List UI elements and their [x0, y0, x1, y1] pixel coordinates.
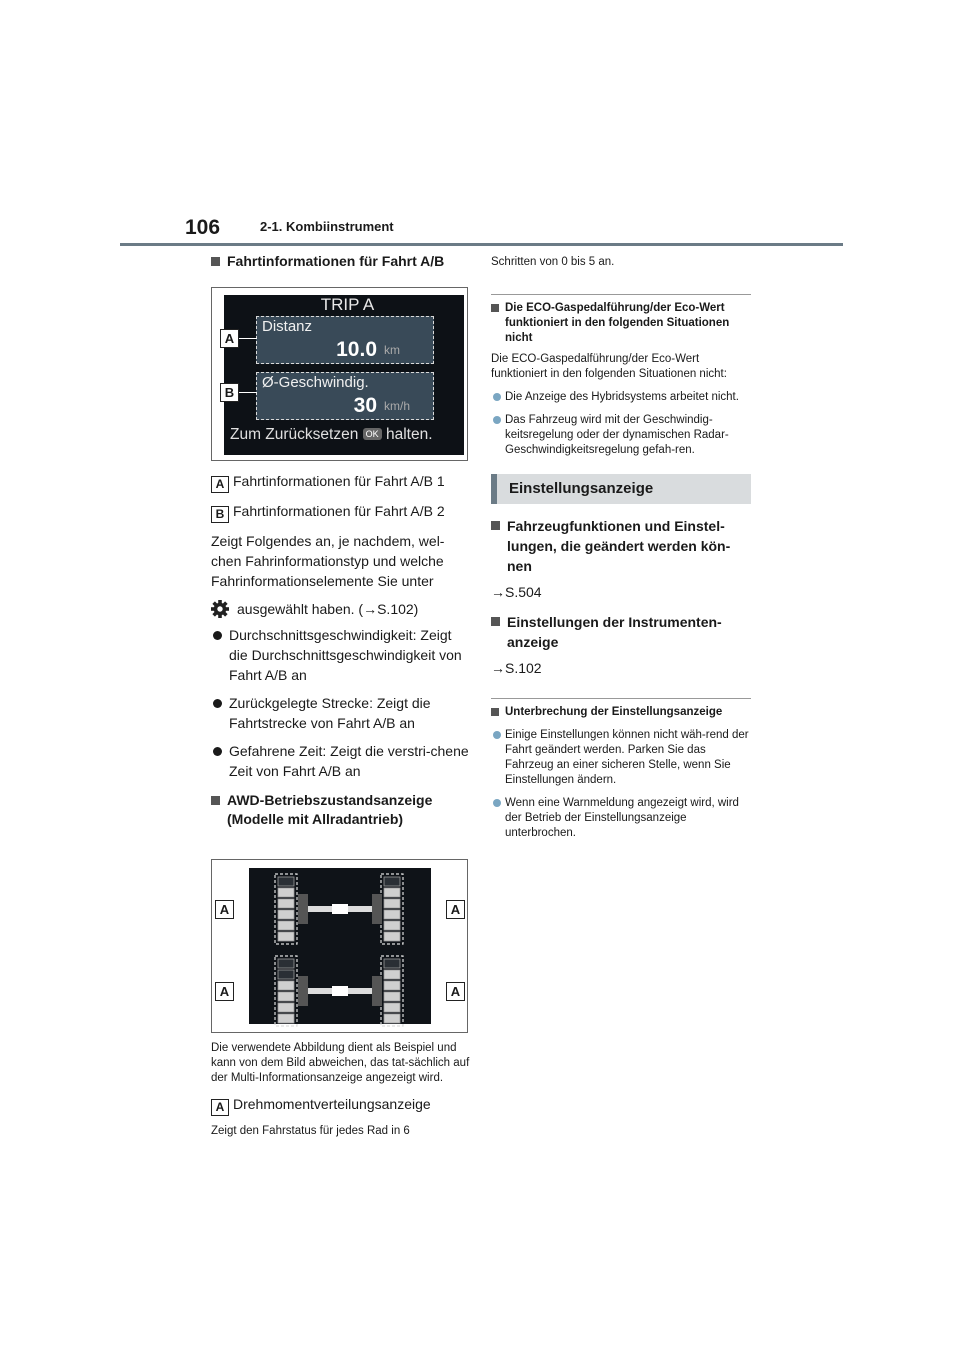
legend-a-box: A [211, 476, 229, 493]
heading-eco: Die ECO-Gaspedalführung/der Eco-Wert funktioniert in den folgenden Situationen nicht [491, 301, 751, 346]
wheel-fl-hub [298, 894, 308, 924]
eco-paragraph: Die ECO-Gaspedalführung/der Eco-Wert funktioniert in den folgenden Situationen nicht: [491, 353, 727, 380]
rule-interrupt [491, 698, 751, 699]
wheel-rl-seg-4 [278, 1003, 294, 1012]
legend-a-text: Fahrtinformationen für Fahrt A/B 1 [233, 473, 445, 489]
trip-paragraph-end-text: ausgewählt haben. (→S.102) [237, 601, 419, 617]
heading-interrupt: Unterbrechung der Einstellungsanzeige [491, 705, 751, 720]
ref-instrument[interactable]: →S.102 [491, 660, 542, 676]
wheel-fr-hub [372, 894, 382, 924]
banner-settings: Einstellungsanzeige [491, 474, 751, 504]
heading-functions: Fahrzeugfunktionen und Einstel-lungen, die geändert werden kön-nen [491, 516, 751, 576]
wheel-rl-seg-2 [278, 981, 294, 990]
awd-callout-rr: A [446, 982, 465, 1001]
awd-figure [211, 859, 468, 1033]
awd-callout-rl: A [215, 982, 234, 1001]
trip-title: TRIP A [320, 295, 375, 314]
wheel-fr-seg-5 [384, 932, 400, 941]
interrupt-bullet-1: Einige Einstellungen können nicht wäh-rend der Fahrt geändert werden. Parken Sie das Fahrzeug an einer sicheren Stelle, wenn Sie Einstellungen ändern. [491, 728, 751, 788]
wheel-fl-seg-1 [278, 888, 294, 897]
legend-torque [211, 1094, 471, 1116]
ok-key: OK [363, 428, 382, 440]
eco-bullet-2: Das Fahrzeug wird mit der Geschwindig-keitsregelung oder der dynamischen Radar-Geschwindigkeitsregelung gefah-ren. [491, 413, 751, 458]
wheel-rr-seg-5 [384, 1014, 400, 1023]
speed-unit: km/h [384, 399, 411, 413]
wheel-fr-seg-4 [384, 921, 400, 930]
wheel-fl-seg-0 [278, 877, 294, 886]
wheel-rr-hub [372, 976, 382, 1006]
wheel-fl-seg-2 [278, 899, 294, 908]
torque-paragraph: Zeigt den Fahrstatus für jedes Rad in 6 [211, 1125, 410, 1137]
awd-callout-fr: A [446, 900, 465, 919]
legend-b-box: B [211, 506, 229, 523]
trip-paragraph: Zeigt Folgendes an, je nachdem, wel-chen Fahrinformationstyp und welche Fahrinformationselemente Sie unter [211, 533, 445, 589]
torque-paragraph-cont: Schritten von 0 bis 5 an. [491, 256, 615, 268]
callout-a: A [220, 329, 239, 348]
callout-b: B [220, 383, 239, 402]
wheel-rl-seg-3 [278, 992, 294, 1001]
gear-icon [211, 600, 229, 618]
header-rule [120, 243, 843, 246]
rear-diff [332, 986, 348, 996]
wheel-fr-seg-1 [384, 888, 400, 897]
trip-paragraph-end [211, 599, 471, 619]
distance-label: Distanz [262, 318, 313, 335]
reset-before: Zum Zurücksetzen [230, 426, 359, 443]
distance-value: 10.0 [336, 338, 377, 361]
left-column [211, 252, 471, 1139]
legend-b [211, 501, 471, 523]
reset-after: halten. [386, 426, 433, 443]
bullet-avg-speed: Durchschnittsgeschwindigkeit: Zeigt die Durchschnittsgeschwindigkeit von Fahrt A/B an [211, 625, 471, 685]
wheel-rr-seg-2 [384, 981, 400, 990]
section-title: 2-1. Kombiinstrument [260, 219, 394, 234]
heading-awd: AWD-Betriebszustandsanzeige (Modelle mit Allradantrieb) [211, 791, 471, 829]
wheel-fl-seg-5 [278, 932, 294, 941]
wheel-rl-seg-1 [278, 970, 294, 979]
legend-torque-text: Drehmomentverteilungsanzeige [233, 1096, 431, 1112]
legend-a [211, 471, 471, 493]
heading-instrument: Einstellungen der Instrumenten-anzeige [491, 612, 751, 652]
ref-functions[interactable]: →S.504 [491, 584, 542, 600]
wheel-rr-seg-3 [384, 992, 400, 1001]
bullet-distance: Zurückgelegte Strecke: Zeigt die Fahrtstrecke von Fahrt A/B an [211, 693, 471, 733]
wheel-fr-seg-3 [384, 910, 400, 919]
wheel-fl-seg-4 [278, 921, 294, 930]
wheel-rl-seg-0 [278, 959, 294, 968]
wheel-fr-seg-2 [384, 899, 400, 908]
front-diff [332, 904, 348, 914]
figure-caption: Die verwendete Abbildung dient als Beispiel und kann von dem Bild abweichen, das tat-sächlich auf der Multi-Informationsanzeige angezeigt wird. [211, 1042, 470, 1084]
wheel-rl-seg-5 [278, 1014, 294, 1023]
wheel-rr-seg-4 [384, 1003, 400, 1012]
bullet-time: Gefahrene Zeit: Zeigt die verstri-chene Zeit von Fahrt A/B an [211, 741, 471, 781]
callout-line-b [237, 392, 257, 393]
legend-b-text: Fahrtinformationen für Fahrt A/B 2 [233, 503, 445, 519]
rule-eco [491, 294, 751, 295]
interrupt-bullet-2: Wenn eine Warnmeldung angezeigt wird, wird der Betrieb der Einstellungsanzeige unterbrochen. [491, 796, 751, 841]
wheel-rl-hub [298, 976, 308, 1006]
heading-trip-info: Fahrtinformationen für Fahrt A/B [211, 252, 471, 271]
wheel-fr-seg-0 [384, 877, 400, 886]
wheel-fl-seg-3 [278, 910, 294, 919]
awd-display [212, 860, 469, 1034]
distance-unit: km [384, 343, 400, 357]
eco-bullet-1: Die Anzeige des Hybridsystems arbeitet nicht. [491, 390, 751, 405]
wheel-rr-seg-0 [384, 959, 400, 968]
legend-torque-box: A [211, 1099, 229, 1116]
reset-hint [230, 426, 433, 444]
speed-label: Ø-Geschwindig. [262, 374, 369, 391]
wheel-rr-seg-1 [384, 970, 400, 979]
speed-value: 30 [353, 394, 377, 417]
trip-figure [211, 287, 468, 461]
awd-callout-fl: A [215, 900, 234, 919]
callout-line-a [237, 338, 257, 339]
right-column [491, 252, 751, 841]
page-number: 106 [185, 216, 221, 239]
